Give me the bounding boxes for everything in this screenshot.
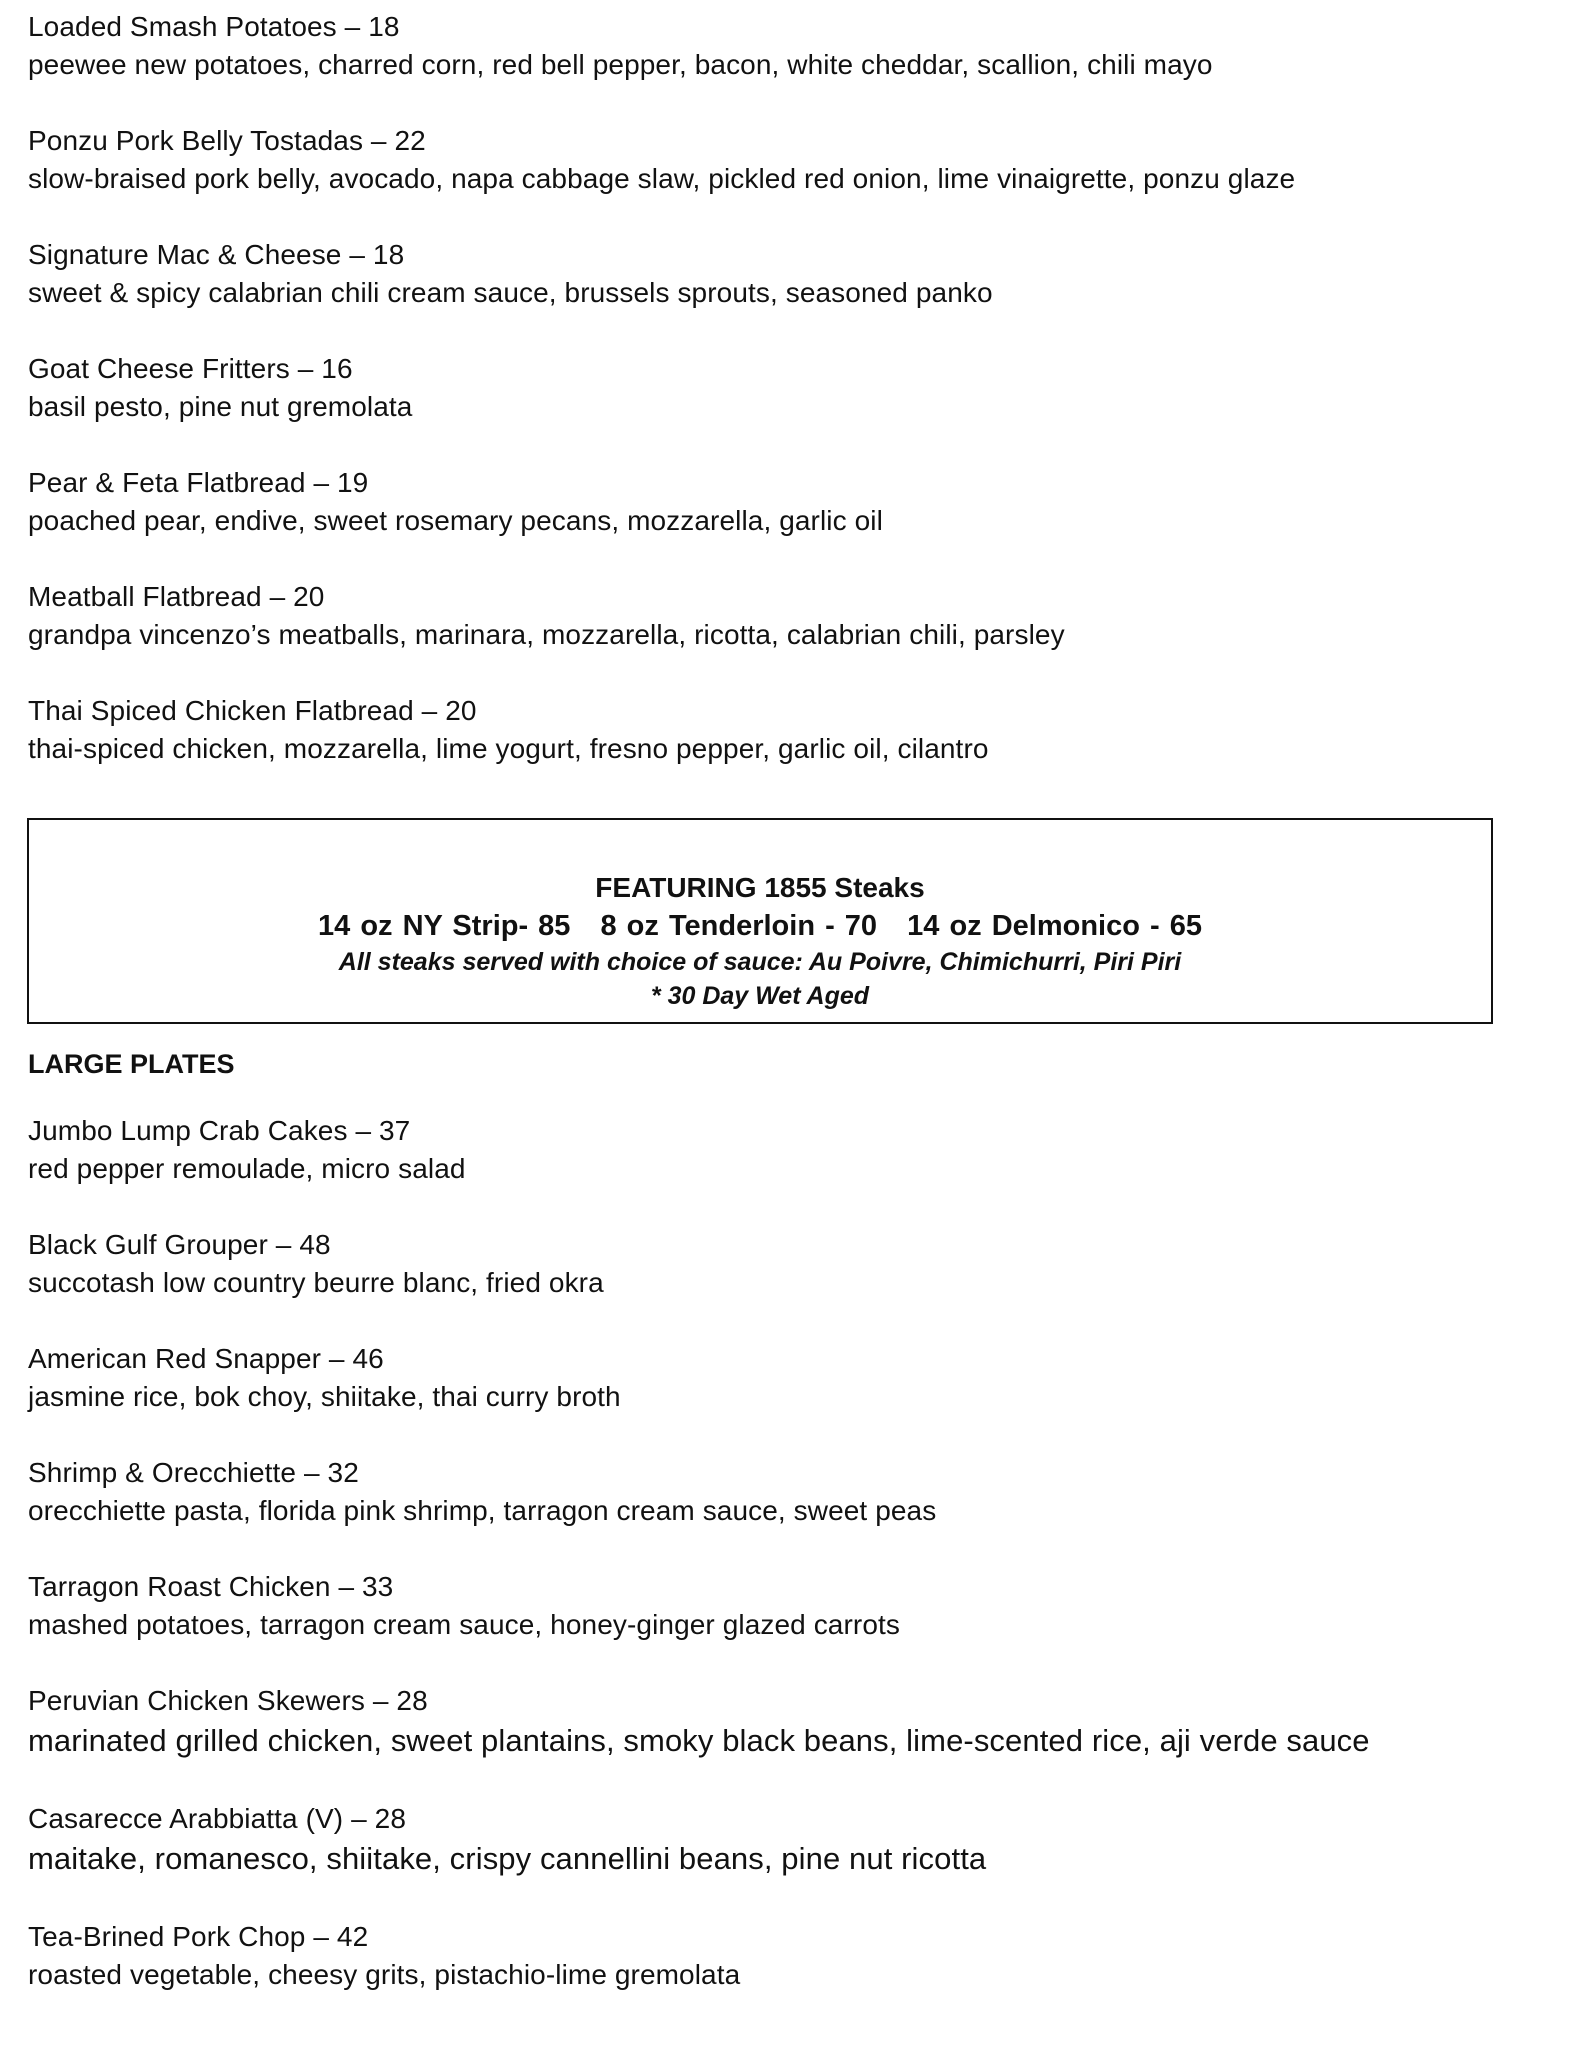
spacer <box>28 1762 1528 1800</box>
menu-item-title: Jumbo Lump Crab Cakes – 37 <box>28 1115 411 1146</box>
menu-item-description: orecchiette pasta, florida pink shrimp, tarragon cream sauce, sweet peas <box>28 1495 937 1526</box>
menu-item <box>28 8 1528 84</box>
menu-item <box>28 122 1528 198</box>
menu-item-title: Ponzu Pork Belly Tostadas – 22 <box>28 125 426 156</box>
menu-item-description: maitake, romanesco, shiitake, crispy cannellini beans, pine nut ricotta <box>28 1841 987 1876</box>
menu-item <box>28 692 1528 768</box>
menu-item-description: basil pesto, pine nut gremolata <box>28 391 413 422</box>
menu-item <box>28 1568 1528 1644</box>
menu-item-title: Thai Spiced Chicken Flatbread – 20 <box>28 695 477 726</box>
spacer <box>28 84 1528 122</box>
feature-sauce-note: All steaks served with choice of sauce: Au Poivre, Chimichurri, Piri Piri <box>338 948 1182 976</box>
menu-item <box>28 1918 1528 1994</box>
menu-item-title: Signature Mac & Cheese – 18 <box>28 239 405 270</box>
menu-item-title: Tarragon Roast Chicken – 33 <box>28 1571 394 1602</box>
spacer <box>28 1302 1528 1340</box>
menu-item <box>28 1454 1528 1530</box>
menu-item <box>28 236 1528 312</box>
spacer <box>28 1530 1528 1568</box>
menu-item-description: poached pear, endive, sweet rosemary pecans, mozzarella, garlic oil <box>28 505 883 536</box>
menu-item-title: Goat Cheese Fritters – 16 <box>28 353 353 384</box>
menu-item-title: Black Gulf Grouper – 48 <box>28 1229 331 1260</box>
menu-item-description: marinated grilled chicken, sweet plantains, smoky black beans, lime-scented rice, aji verde sauce <box>28 1723 1370 1758</box>
menu-item-description: mashed potatoes, tarragon cream sauce, honey-ginger glazed carrots <box>28 1609 900 1640</box>
steak-option: 8 oz Tenderloin - 70 <box>600 910 878 942</box>
menu-item <box>28 464 1528 540</box>
steak-feature-box <box>27 818 1493 1024</box>
menu-item-title: Tea-Brined Pork Chop – 42 <box>28 1921 369 1952</box>
menu-item <box>28 1340 1528 1416</box>
spacer <box>28 1880 1528 1918</box>
spacer <box>28 654 1528 692</box>
feature-steak-list <box>29 908 1491 944</box>
spacer <box>28 1416 1528 1454</box>
menu-item-title: Pear & Feta Flatbread – 19 <box>28 467 369 498</box>
menu-item-description: thai-spiced chicken, mozzarella, lime yogurt, fresno pepper, garlic oil, cilantro <box>28 733 989 764</box>
menu-item <box>28 350 1528 426</box>
menu-item-description: jasmine rice, bok choy, shiitake, thai curry broth <box>28 1381 621 1412</box>
menu-item-title: Peruvian Chicken Skewers – 28 <box>28 1685 428 1716</box>
menu-item-description: roasted vegetable, cheesy grits, pistachio-lime gremolata <box>28 1959 741 1990</box>
menu-item <box>28 578 1528 654</box>
menu-item <box>28 1800 1528 1880</box>
section-header-large-plates: LARGE PLATES <box>28 1049 235 1079</box>
spacer <box>28 1188 1528 1226</box>
menu-item-title: American Red Snapper – 46 <box>28 1343 384 1374</box>
spacer <box>28 540 1528 578</box>
menu-item <box>28 1112 1528 1188</box>
menu-item-title: Meatball Flatbread – 20 <box>28 581 325 612</box>
menu-item-description: peewee new potatoes, charred corn, red bell pepper, bacon, white cheddar, scallion, chili mayo <box>28 49 1213 80</box>
spacer <box>28 426 1528 464</box>
menu-item-title: Loaded Smash Potatoes – 18 <box>28 11 400 42</box>
spacer <box>28 198 1528 236</box>
menu-item <box>28 1226 1528 1302</box>
feature-heading: FEATURING 1855 Steaks <box>595 872 925 903</box>
menu-item-description: slow-braised pork belly, avocado, napa cabbage slaw, pickled red onion, lime vinaigrette, ponzu glaze <box>28 163 1296 194</box>
menu-item-description: succotash low country beurre blanc, fried okra <box>28 1267 604 1298</box>
menu-item-description: red pepper remoulade, micro salad <box>28 1153 466 1184</box>
menu-item-title: Casarecce Arabbiatta (V) – 28 <box>28 1803 406 1834</box>
menu-item-title: Shrimp & Orecchiette – 32 <box>28 1457 359 1488</box>
menu-item-description: sweet & spicy calabrian chili cream sauce, brussels sprouts, seasoned panko <box>28 277 993 308</box>
steak-option: 14 oz NY Strip- 85 <box>318 910 571 942</box>
menu-item-description: grandpa vincenzo’s meatballs, marinara, mozzarella, ricotta, calabrian chili, parsley <box>28 619 1065 650</box>
steak-option: 14 oz Delmonico - 65 <box>907 910 1202 942</box>
menu-item <box>28 1682 1528 1762</box>
feature-aged-note: * 30 Day Wet Aged <box>650 982 870 1010</box>
spacer <box>28 312 1528 350</box>
small-plates-list <box>28 8 1528 768</box>
spacer <box>28 1644 1528 1682</box>
large-plates-list <box>28 1112 1528 1994</box>
